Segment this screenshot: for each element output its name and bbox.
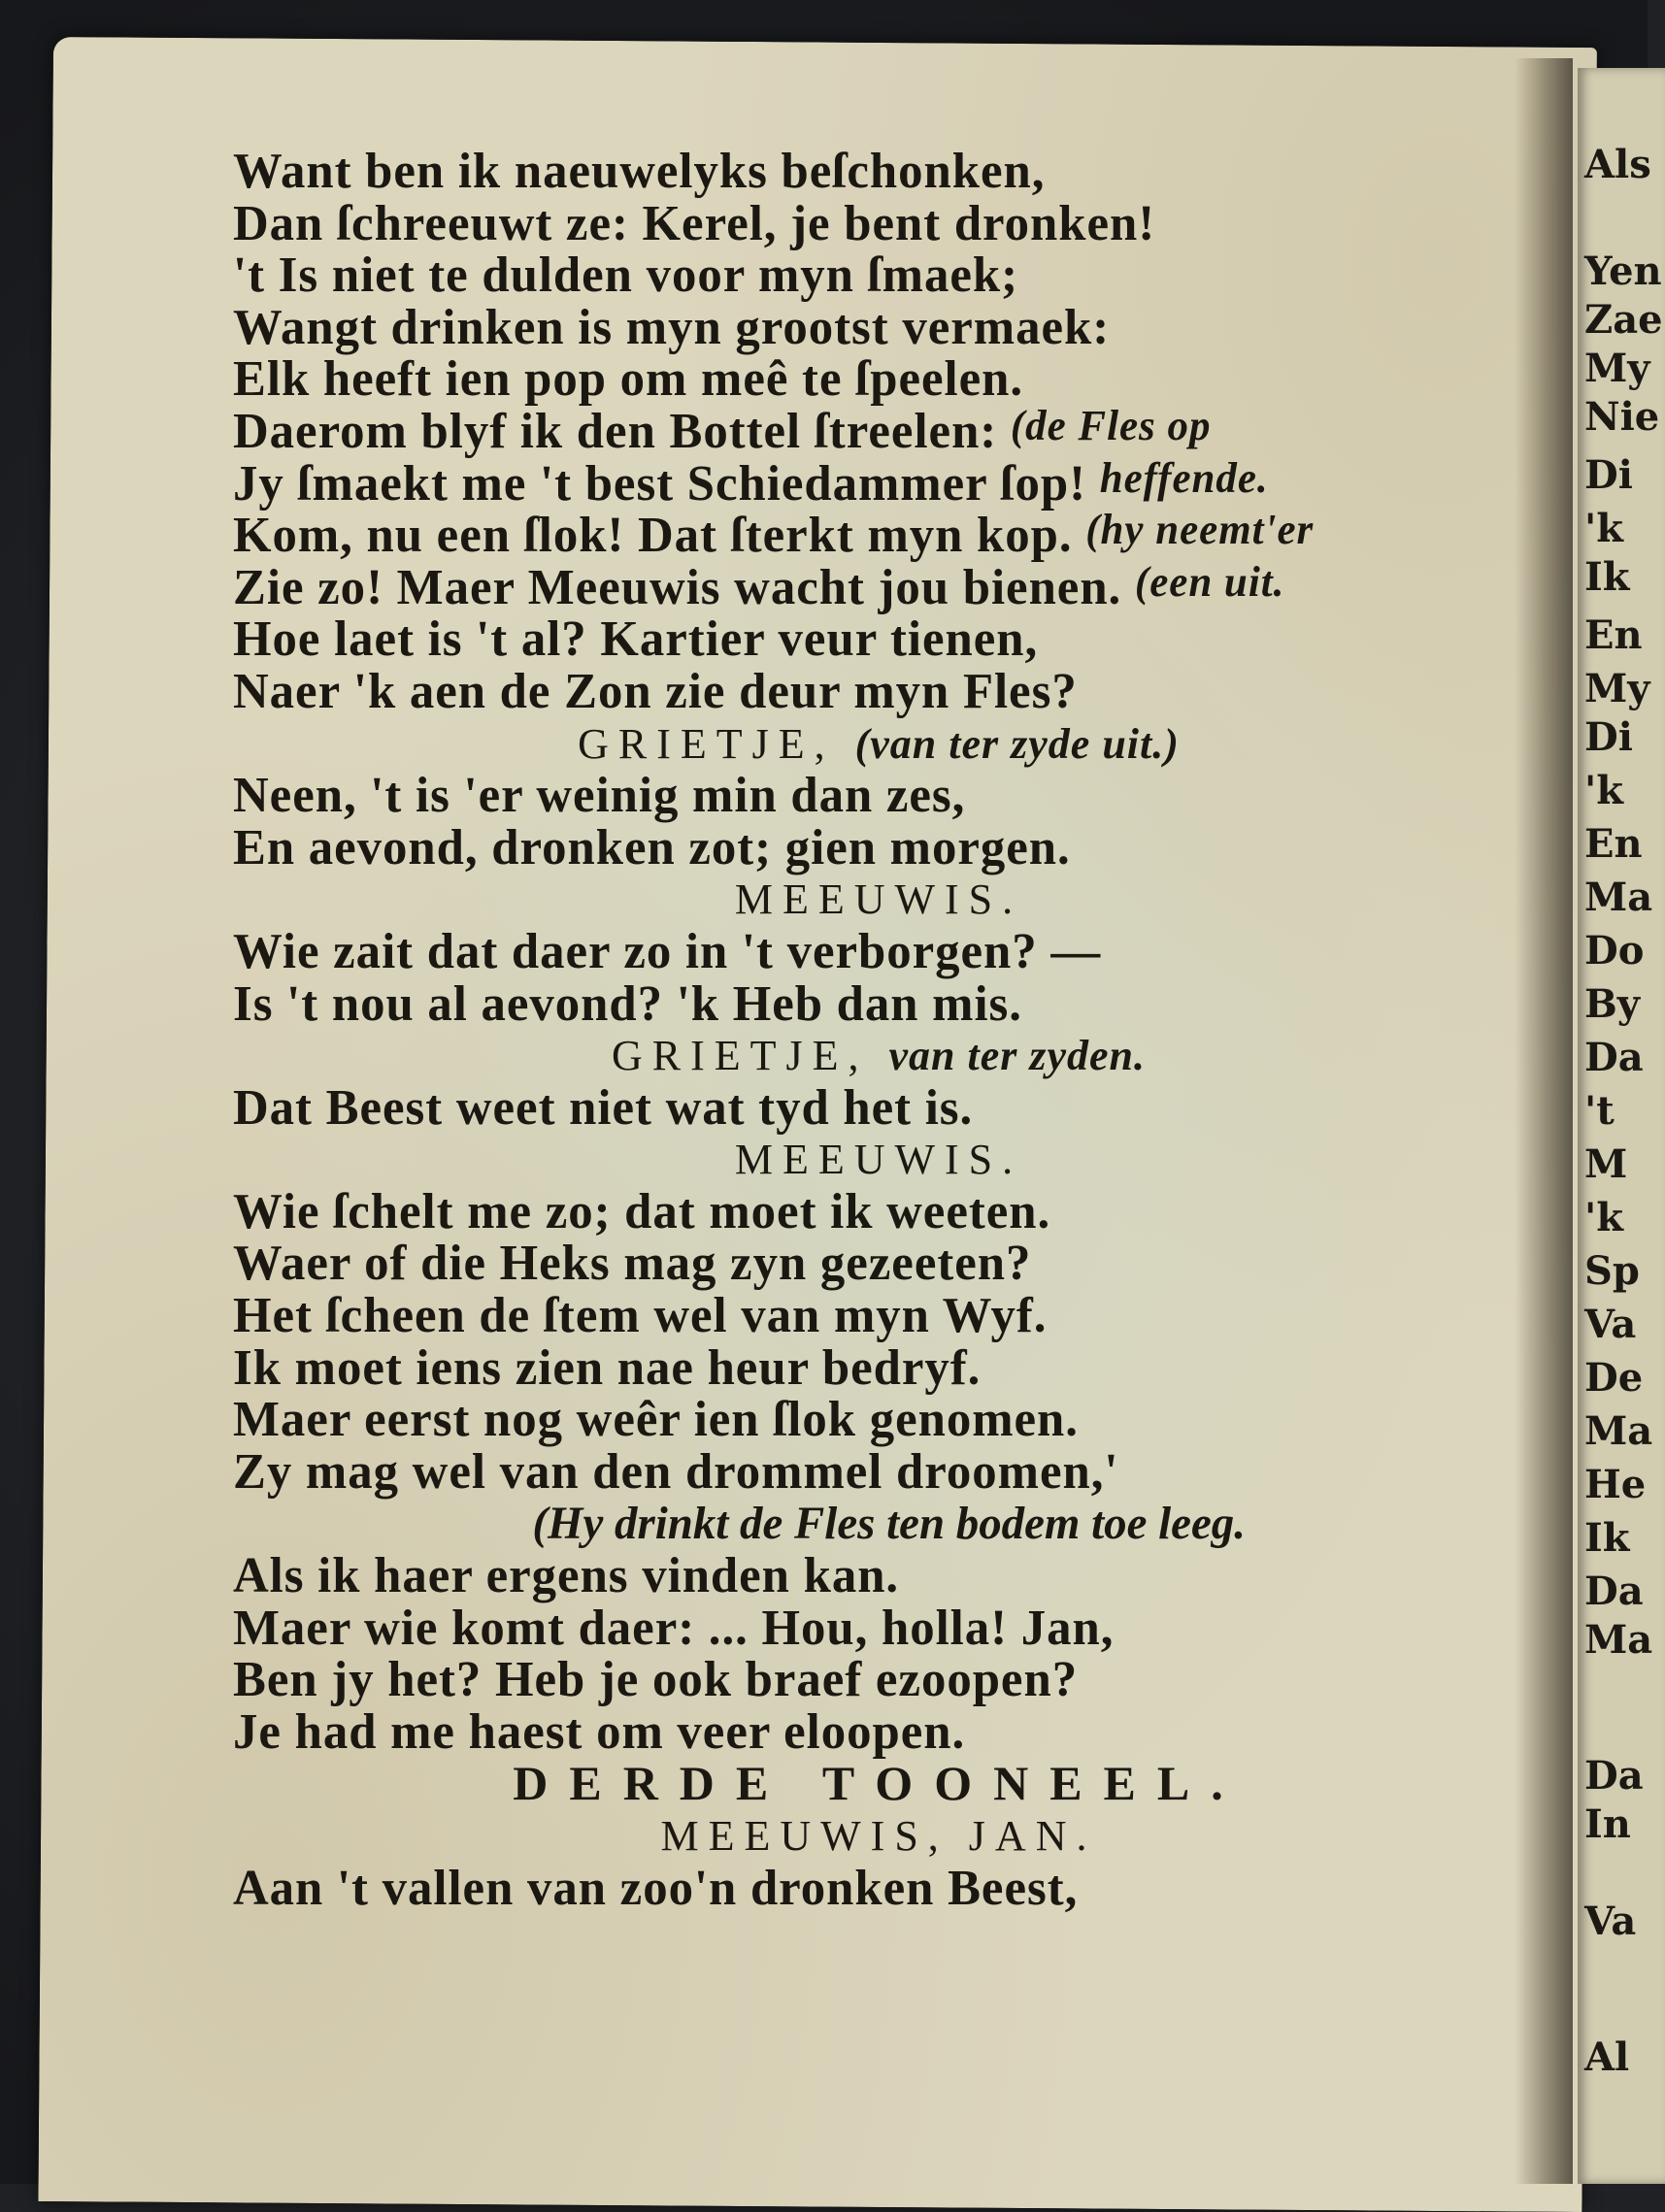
line-text: Maer wie komt daer: ... Hou, holla! Jan, xyxy=(233,1600,1115,1656)
facing-page-fragment: 'k xyxy=(1584,1195,1623,1240)
line-text: Zy mag wel van den drommel droomen,' xyxy=(233,1443,1119,1500)
facing-page-fragment: 't xyxy=(1584,1088,1615,1134)
facing-page-fragment: Ma xyxy=(1584,875,1653,920)
line-text: Want ben ik naeuwelyks beſchonken, xyxy=(233,144,1046,199)
line-text: Zie zo! Maer Meeuwis wacht jou bienen. xyxy=(233,559,1122,615)
facing-page-fragment: Al xyxy=(1584,2034,1630,2080)
facing-page-fragment: Da xyxy=(1584,1035,1644,1080)
line-text: MEEUWIS. xyxy=(734,875,1023,924)
verse-line xyxy=(233,146,1494,198)
scene-heading xyxy=(233,1758,1524,1810)
line-text: DERDE TOONEEL. xyxy=(513,1756,1245,1811)
verse-line xyxy=(233,353,1494,406)
facing-page-fragment: Do xyxy=(1584,928,1645,974)
line-text: Wie ſchelt me zo; dat moet ik weeten. xyxy=(233,1183,1051,1239)
verse-line xyxy=(233,1238,1494,1290)
line-text: GRIETJE, xyxy=(611,1032,869,1080)
verse-line xyxy=(233,923,1494,979)
stage-direction: heffende. xyxy=(1099,453,1269,502)
stage-direction: van ter zyden. xyxy=(888,1032,1147,1080)
facing-page-fragment: By xyxy=(1584,981,1641,1027)
verse-line xyxy=(233,613,1494,666)
line-text: 't Is niet te dulden voor myn ſmaek; xyxy=(233,248,1019,304)
facing-page-fragment: 'k xyxy=(1584,768,1623,813)
verse-line xyxy=(233,195,1494,251)
facing-page-fragment: M xyxy=(1584,1141,1628,1187)
facing-page-fragment: Ma xyxy=(1584,1408,1653,1454)
facing-page-fragment: En xyxy=(1584,612,1643,658)
line-text: Dan ſchreeuwt ze: Kerel, je bent dronken! xyxy=(233,195,1156,251)
verse-line xyxy=(233,557,1494,615)
line-text: Wie zait dat daer zo in 't verborgen? — xyxy=(233,923,1102,979)
line-text: Dat Beest weet niet wat tyd het is. xyxy=(233,1079,974,1136)
speaker-name xyxy=(233,1134,1524,1186)
verse-line xyxy=(233,1079,1494,1136)
line-text: Ik moet iens zien nae heur bedryf. xyxy=(233,1339,982,1396)
facing-page-fragment: Va xyxy=(1584,1898,1637,1944)
stage-direction: (van ter zyde uit.) xyxy=(854,719,1180,768)
stage-direction xyxy=(248,1498,1509,1550)
verse-line xyxy=(233,975,1494,1032)
facing-page-fragment: De xyxy=(1584,1355,1644,1401)
verse-line xyxy=(233,663,1494,719)
stage-direction: (een uit. xyxy=(1134,557,1285,606)
facing-page-fragment: Sp xyxy=(1584,1248,1640,1294)
verse-line xyxy=(233,506,1494,564)
page-text xyxy=(233,146,1524,1914)
line-text: Wangt drinken is myn grootst vermaek: xyxy=(233,299,1111,355)
line-text: (Hy drinkt de Fles ten bodem toe leeg. xyxy=(532,1498,1246,1550)
speaker-name xyxy=(233,1030,1524,1082)
facing-page-fragment: Ma xyxy=(1584,1617,1653,1663)
verse-line xyxy=(233,299,1494,355)
facing-page-fragment: En xyxy=(1584,821,1643,867)
facing-page-fragment: Di xyxy=(1584,452,1633,498)
facing-page-fragment: 'k xyxy=(1584,506,1623,551)
line-text: Het ſcheen de ſtem wel van myn Wyf. xyxy=(233,1288,1048,1344)
line-text: Maer eerst nog weêr ien ſlok genomen. xyxy=(233,1392,1079,1448)
line-text: Ben jy het? Heb je ook braef ezoopen? xyxy=(233,1652,1079,1708)
stage-direction: (hy neemt'er xyxy=(1085,506,1315,554)
line-text: Naer 'k aen de Zon zie deur myn Fles? xyxy=(233,663,1078,719)
stage-direction: (de Fles op xyxy=(1010,401,1212,449)
verse-line xyxy=(233,1654,1494,1706)
verse-line xyxy=(233,1602,1494,1655)
facing-page-fragment: He xyxy=(1584,1462,1647,1507)
facing-page-fragment: Di xyxy=(1584,714,1633,760)
facing-page-fragment: Yen xyxy=(1584,248,1662,294)
speaker-name xyxy=(233,1810,1524,1863)
line-text: Kom, nu een ſlok! Dat ſterkt myn kop. xyxy=(233,508,1073,564)
line-text: Aan 't vallen van zoo'n dronken Beest, xyxy=(233,1860,1079,1916)
verse-line xyxy=(233,249,1494,302)
speaker-name xyxy=(233,718,1524,771)
facing-page-fragment: Va xyxy=(1584,1302,1637,1347)
facing-page-fragment: Da xyxy=(1584,1568,1644,1614)
line-text: Elk heeft ien pop om meê te ſpeelen. xyxy=(233,351,1024,408)
line-text: Daerom blyf ik den Bottel ſtreelen: xyxy=(233,403,998,459)
speaker-name xyxy=(233,874,1524,926)
facing-page-fragment: Nie xyxy=(1584,394,1660,440)
verse-line xyxy=(233,453,1494,512)
verse-line xyxy=(233,1394,1494,1446)
line-text: Is 't nou al aevond? 'k Heb dan mis. xyxy=(233,975,1022,1032)
facing-page-fragment: Ik xyxy=(1584,1515,1630,1561)
line-text: En aevond, dronken zot; gien morgen. xyxy=(233,819,1071,875)
verse-line xyxy=(233,819,1494,875)
facing-page-fragment: Zae xyxy=(1584,297,1663,343)
line-text: MEEUWIS. xyxy=(734,1136,1023,1184)
verse-line xyxy=(233,1860,1494,1916)
verse-line xyxy=(233,1290,1494,1342)
line-text: Als ik haer ergens vinden kan. xyxy=(233,1548,900,1604)
line-text: Waer of die Heks mag zyn gezeeten? xyxy=(233,1236,1032,1292)
line-text: GRIETJE, xyxy=(578,719,835,768)
verse-line xyxy=(233,1183,1494,1239)
line-text: Je had me haest om veer eloopen. xyxy=(233,1703,966,1760)
line-text: Neen, 't is 'er weinig min dan zes, xyxy=(233,768,966,824)
line-text: MEEUWIS, JAN. xyxy=(660,1812,1097,1860)
facing-page-fragment: Ik xyxy=(1584,554,1630,600)
verse-line xyxy=(233,1443,1494,1500)
line-text: Hoe laet is 't al? Kartier veur tienen, xyxy=(233,611,1039,668)
verse-line xyxy=(233,1339,1494,1396)
verse-line xyxy=(233,770,1494,822)
verse-line xyxy=(233,1703,1494,1760)
facing-page-fragment: Als xyxy=(1584,142,1651,187)
line-text: Jy ſmaekt me 't best Schiedammer ſop! xyxy=(233,455,1087,512)
verse-line xyxy=(233,1550,1494,1602)
facing-page-fragment: My xyxy=(1584,666,1650,711)
verse-line xyxy=(233,401,1494,459)
facing-page-fragment: Da xyxy=(1584,1753,1644,1799)
facing-page-fragment: My xyxy=(1584,346,1650,391)
facing-page-fragment: In xyxy=(1584,1801,1631,1847)
